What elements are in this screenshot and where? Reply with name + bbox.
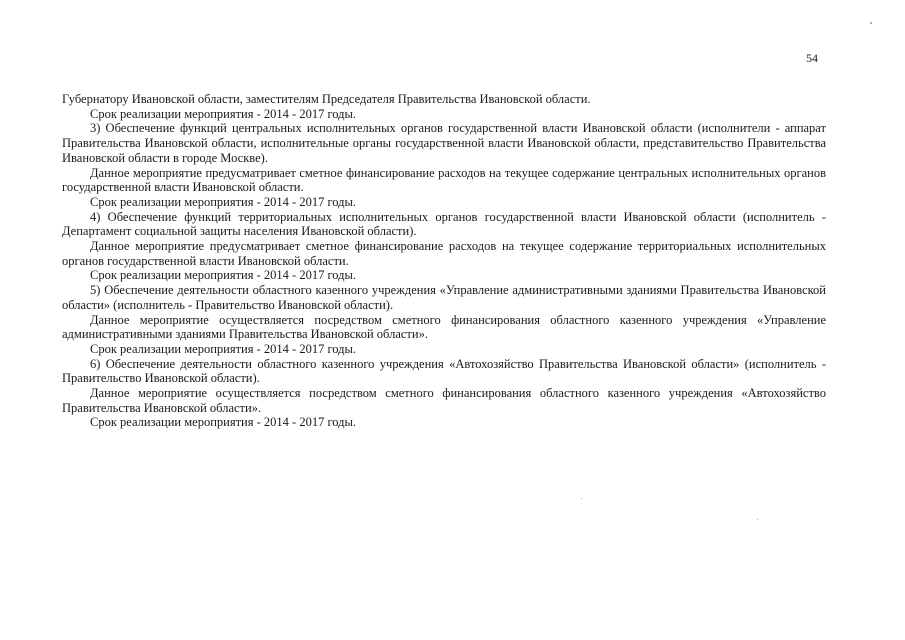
paragraph-description: Данное мероприятие предусматривает сметное финансирование расходов на текущее содержание центральных исполнительных органов государственной власти Ивановской области.	[62, 165, 826, 195]
document-body	[62, 92, 826, 430]
paragraph-deadline: Срок реализации мероприятия - 2014 - 2017 годы.	[90, 106, 357, 121]
paragraph-item-5: 5) Обеспечение деятельности областного казенного учреждения «Управление административными зданиями Правительства Ивановской области» (исполнитель - Правительство Ивановской области).	[62, 283, 826, 312]
paragraph-continuation: Губернатору Ивановской области, заместителям Председателя Правительства Ивановской области.	[62, 92, 591, 106]
paragraph-deadline: Срок реализации мероприятия - 2014 - 2017 годы.	[90, 341, 357, 356]
scan-speck	[757, 519, 758, 520]
paragraph-item-4: 4) Обеспечение функций территориальных исполнительных органов государственной власти Ивановской области (исполнитель - Департамент социальной защиты населения Ивановской области).	[62, 209, 826, 239]
paragraph-item-6: 6) Обеспечение деятельности областного казенного учреждения «Автохозяйство Правительства Ивановской области» (исполнитель - Правительство Ивановской области).	[62, 356, 826, 386]
paragraph-description: Данное мероприятие осуществляется посредством сметного финансирования областного казенного учреждения «Управление административными зданиями Правительства Ивановской области».	[62, 312, 826, 342]
paragraph-deadline: Срок реализации мероприятия - 2014 - 2017 годы.	[90, 268, 357, 283]
paragraph-item-3: 3) Обеспечение функций центральных исполнительных органов государственной власти Ивановской области (исполнители - аппарат Правительства Ивановской области, исполнительные органы государственной власти Ивановской области, представительство Правительства Ивановской области в городе Москве).	[62, 121, 826, 165]
paragraph-description: Данное мероприятие предусматривает сметное финансирование расходов на текущее содержание территориальных исполнительных органов государственной власти Ивановской области.	[62, 239, 826, 268]
scan-speck	[870, 22, 872, 24]
scan-speck	[581, 498, 582, 499]
paragraph-deadline: Срок реализации мероприятия - 2014 - 2017 годы.	[90, 194, 357, 209]
paragraph-deadline: Срок реализации мероприятия - 2014 - 2017 годы.	[90, 415, 357, 430]
paragraph-description: Данное мероприятие осуществляется посредством сметного финансирования областного казенного учреждения «Автохозяйство Правительства Ивановской области».	[62, 386, 826, 415]
page-number: 54	[806, 51, 818, 65]
